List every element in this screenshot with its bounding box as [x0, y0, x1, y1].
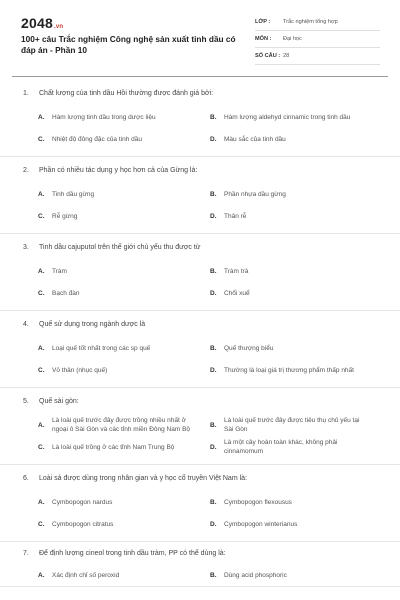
answer-options — [0, 564, 400, 586]
option-key: A. — [38, 267, 45, 275]
question-text: Quế sài gòn: — [39, 397, 79, 405]
question-header — [0, 80, 400, 106]
option-key: A. — [38, 113, 45, 121]
option-key: A. — [38, 190, 45, 198]
answer-option[interactable] — [210, 436, 382, 458]
option-key: D. — [210, 289, 217, 297]
question-1 — [0, 80, 400, 157]
meta-label: MÔN : — [255, 36, 272, 42]
logo-tld: .vn — [53, 24, 64, 30]
option-text: Hàm lượng aldehyd cinnamic trong tinh dầu — [224, 113, 351, 121]
document-meta — [255, 14, 380, 65]
site-logo[interactable]: 2048.vn — [21, 15, 64, 31]
question-4 — [0, 311, 400, 388]
answer-option[interactable] — [210, 106, 382, 128]
answer-option[interactable] — [38, 128, 210, 150]
option-text: Rễ gừng — [52, 212, 78, 220]
option-text: Loại quế tốt nhất trong các sp quế — [52, 344, 151, 352]
answer-option[interactable] — [38, 436, 210, 458]
answer-options — [0, 491, 400, 541]
option-key: A. — [38, 571, 45, 579]
option-key: C. — [38, 212, 45, 220]
option-text: Cymbopogon flexousus — [224, 498, 292, 506]
answer-options — [0, 414, 400, 464]
question-text: Chất lượng của tinh dầu Hồi thường được đánh giá bởi: — [39, 89, 214, 97]
meta-value: 28 — [283, 53, 290, 59]
question-text: Tinh dầu cajuputol trên thế giới chủ yếu thu được từ — [39, 243, 201, 251]
header-divider — [12, 76, 388, 77]
option-key: B. — [210, 421, 217, 429]
option-key: B. — [210, 571, 217, 579]
question-2 — [0, 157, 400, 234]
question-7 — [0, 542, 400, 587]
question-number: 2. — [23, 166, 29, 174]
question-number: 7. — [23, 549, 29, 557]
meta-label: SỐ CÂU : — [255, 53, 281, 59]
answer-option[interactable] — [210, 513, 382, 535]
option-text: Là một cây hoàn toàn khác, không phải cinnamomum — [224, 439, 338, 455]
answer-option[interactable] — [38, 491, 210, 513]
option-text: Là loài quế trồng ở các tỉnh Nam Trung Bộ — [52, 443, 175, 451]
question-number: 3. — [23, 243, 29, 251]
option-key: D. — [210, 443, 217, 451]
answer-option[interactable] — [38, 260, 210, 282]
question-header — [0, 388, 400, 414]
answer-option[interactable] — [38, 513, 210, 535]
answer-option[interactable] — [38, 183, 210, 205]
question-header — [0, 157, 400, 183]
option-key: C. — [38, 289, 45, 297]
question-text: Loài sả được dùng trong nhân gian và y học cổ truyền Việt Nam là: — [39, 474, 247, 482]
answer-option[interactable] — [38, 414, 210, 436]
answer-option[interactable] — [38, 106, 210, 128]
option-text: Chổi xuể — [224, 289, 250, 297]
question-header — [0, 311, 400, 337]
option-text: Thường là loại giá trị thương phẩm thấp nhất — [224, 366, 354, 374]
option-key: D. — [210, 520, 217, 528]
option-key: B. — [210, 498, 217, 506]
option-key: C. — [38, 135, 45, 143]
answer-option[interactable] — [38, 359, 210, 381]
option-text: Cymbopogon winterianus — [224, 520, 298, 528]
answer-options — [0, 106, 400, 156]
answer-option[interactable] — [38, 205, 210, 227]
option-text: Tinh dầu gừng — [52, 190, 95, 198]
question-number: 1. — [23, 89, 29, 97]
option-text: Thân rễ — [224, 212, 247, 220]
option-key: A. — [38, 498, 45, 506]
answer-option[interactable] — [38, 564, 210, 586]
option-text: Màu sắc của tinh dầu — [224, 135, 286, 143]
option-key: C. — [38, 366, 45, 374]
option-key: A. — [38, 344, 45, 352]
answer-option[interactable] — [210, 205, 382, 227]
option-text: Phần nhựa dầu gừng — [224, 190, 286, 198]
option-text: Tràm trà — [224, 267, 249, 275]
answer-options — [0, 337, 400, 387]
question-header — [0, 465, 400, 491]
question-header — [0, 542, 400, 564]
option-text: Tràm — [52, 267, 67, 275]
answer-option[interactable] — [38, 282, 210, 304]
question-5 — [0, 388, 400, 465]
question-text: Để định lượng cineol trong tinh dầu tràm, PP có thể dùng là: — [39, 549, 226, 557]
question-number: 5. — [23, 397, 29, 405]
answer-option[interactable] — [210, 183, 382, 205]
answer-option[interactable] — [210, 359, 382, 381]
answer-option[interactable] — [210, 282, 382, 304]
option-text: Hàm lượng tinh dầu trong dược liệu — [52, 113, 156, 121]
answer-option[interactable] — [38, 337, 210, 359]
option-text: Dùng acid phosphoric — [224, 571, 287, 579]
answer-option[interactable] — [210, 337, 382, 359]
option-text: Cymbopogon citratus — [52, 520, 114, 528]
document-header — [0, 0, 400, 76]
option-key: D. — [210, 366, 217, 374]
option-text: Quế thượng biểu — [224, 344, 274, 352]
option-key: B. — [210, 344, 217, 352]
option-key: A. — [38, 421, 45, 429]
document-title: 100+ câu Trắc nghiệm Công nghệ sản xuất tinh dầu có đáp án - Phần 10 — [21, 34, 236, 55]
option-text: Xác định chỉ số peroxid — [52, 571, 120, 579]
answer-option[interactable] — [210, 491, 382, 513]
option-key: B. — [210, 267, 217, 275]
option-key: C. — [38, 520, 45, 528]
answer-options — [0, 260, 400, 310]
question-3 — [0, 234, 400, 311]
option-text: Là loài quế trước đây được tiêu thụ chủ yếu tại Sài Gòn — [224, 417, 360, 433]
question-text: Phần có nhiều tác dụng y học hơn cả của Gừng là: — [39, 166, 198, 174]
question-6 — [0, 465, 400, 542]
option-text: Vỏ thân (nhục quế) — [52, 366, 108, 374]
meta-row-subject — [255, 31, 380, 48]
question-text: Quế sử dụng trong ngành dược là — [39, 320, 146, 328]
meta-row-count — [255, 48, 380, 65]
meta-value: Đại học — [283, 36, 302, 42]
meta-row-class — [255, 14, 380, 31]
option-key: B. — [210, 190, 217, 198]
option-key: C. — [38, 443, 45, 451]
question-header — [0, 234, 400, 260]
option-text: Bạch đàn — [52, 289, 80, 297]
option-key: D. — [210, 135, 217, 143]
meta-label: LỚP : — [255, 19, 271, 25]
answer-option[interactable] — [210, 128, 382, 150]
answer-options — [0, 183, 400, 233]
answer-option[interactable] — [210, 564, 382, 586]
answer-option[interactable] — [210, 260, 382, 282]
option-key: B. — [210, 113, 217, 121]
meta-value: Trắc nghiệm tổng hợp — [283, 19, 338, 25]
question-list — [0, 80, 400, 587]
option-text: Là loài quế trước đây được trồng nhiều nhất ở ngoại ô Sài Gòn và các tỉnh miền Đông Nam Bộ — [52, 417, 191, 433]
option-key: D. — [210, 212, 217, 220]
answer-option[interactable] — [210, 414, 382, 436]
option-text: Nhiệt độ đông đặc của tinh dầu — [52, 135, 142, 143]
option-text: Cymbopogon nardus — [52, 498, 113, 506]
question-number: 4. — [23, 320, 29, 328]
question-number: 6. — [23, 474, 29, 482]
